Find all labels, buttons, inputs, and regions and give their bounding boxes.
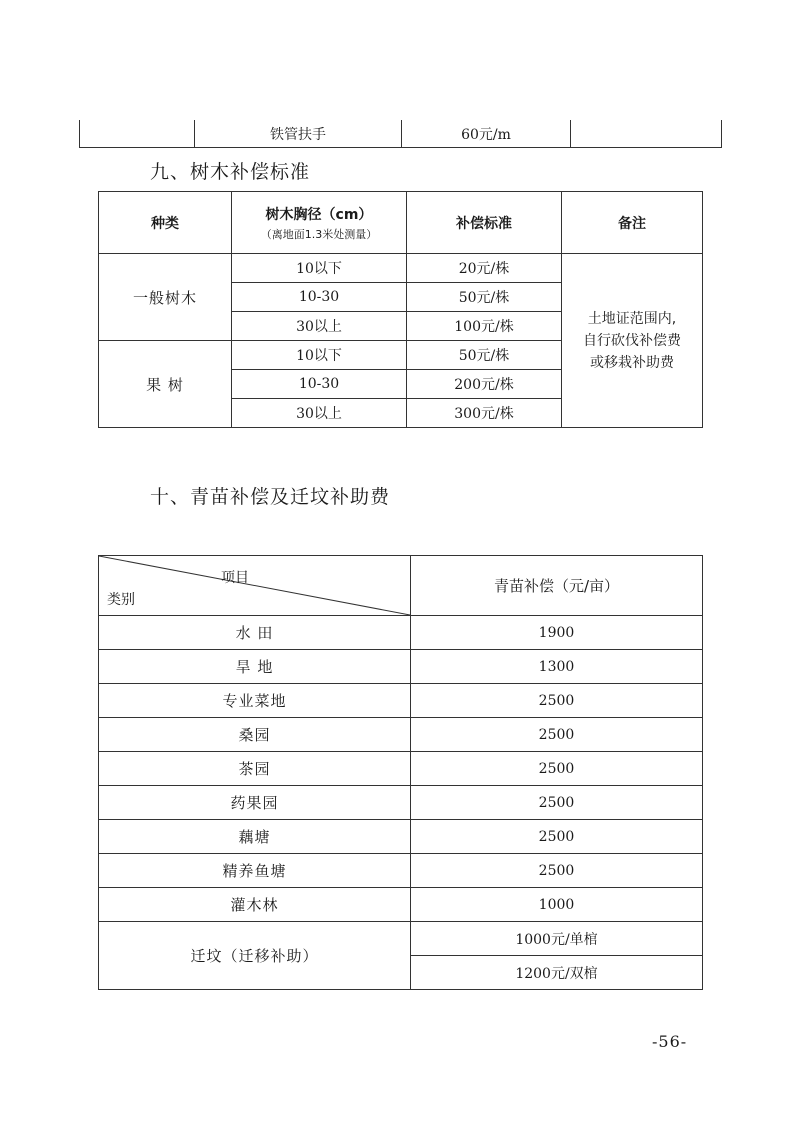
diagonal-line — [99, 556, 410, 615]
header-standard: 补偿标准 — [407, 192, 562, 254]
table-row — [99, 616, 703, 650]
standard-cell: 20元/株 — [407, 254, 562, 283]
category-cell: 灌木林 — [99, 888, 411, 922]
previous-table-fragment — [79, 120, 722, 148]
remark-line: 土地证范围内, — [587, 310, 677, 327]
standard-cell: 50元/株 — [407, 283, 562, 312]
diameter-cell: 10-30 — [232, 370, 407, 399]
table-row — [99, 820, 703, 854]
diagonal-header-cell — [99, 556, 411, 616]
diameter-cell: 10以下 — [232, 341, 407, 370]
section-heading: 十、青苗补偿及迁坟补助费 — [150, 486, 391, 508]
standard-cell: 300元/株 — [407, 399, 562, 428]
value-cell: 1200元/双棺 — [411, 956, 703, 990]
remark-line: 自行砍伐补偿费 — [583, 332, 681, 349]
diameter-cell: 10以下 — [232, 254, 407, 283]
header-crop-compensation: 青苗补偿（元/亩） — [411, 556, 703, 616]
diameter-cell: 30以上 — [232, 399, 407, 428]
diag-label-item: 项目 — [221, 570, 249, 586]
category-cell: 专业菜地 — [99, 684, 411, 718]
diameter-cell: 10-30 — [232, 283, 407, 312]
standard-cell: 200元/株 — [407, 370, 562, 399]
table-row — [99, 254, 703, 283]
tree-kind-cell: 果 树 — [99, 341, 232, 428]
remark-line: 或移栽补助费 — [590, 354, 674, 371]
value-cell: 1300 — [411, 650, 703, 684]
value-cell: 2500 — [411, 718, 703, 752]
diag-label-category: 类别 — [107, 592, 135, 608]
table-cell: 铁管扶手 — [195, 120, 402, 148]
table-row — [99, 684, 703, 718]
diameter-cell: 30以上 — [232, 312, 407, 341]
remark-cell — [562, 254, 703, 428]
table-row — [99, 922, 703, 956]
header-diameter — [232, 192, 407, 254]
table-cell — [80, 120, 195, 148]
table-row — [99, 888, 703, 922]
table-row — [99, 854, 703, 888]
section-heading: 九、树木补偿标准 — [150, 161, 311, 183]
tree-kind-cell: 一般树木 — [99, 254, 232, 341]
value-cell: 1000元/单棺 — [411, 922, 703, 956]
value-cell: 2500 — [411, 786, 703, 820]
page-number: -56- — [652, 1032, 688, 1051]
value-cell: 2500 — [411, 820, 703, 854]
table-row — [99, 786, 703, 820]
standard-cell: 50元/株 — [407, 341, 562, 370]
table-row — [99, 650, 703, 684]
tree-compensation-table — [98, 191, 703, 428]
value-cell: 2500 — [411, 854, 703, 888]
grave-relocation-cell: 迁坟（迁移补助） — [99, 922, 411, 990]
category-cell: 药果园 — [99, 786, 411, 820]
value-cell: 2500 — [411, 752, 703, 786]
table-cell: 60元/m — [402, 120, 571, 148]
category-cell: 茶园 — [99, 752, 411, 786]
category-cell: 桑园 — [99, 718, 411, 752]
crop-compensation-table — [98, 555, 703, 990]
table-row — [99, 752, 703, 786]
category-cell: 旱 地 — [99, 650, 411, 684]
value-cell: 2500 — [411, 684, 703, 718]
header-kind: 种类 — [99, 192, 232, 254]
standard-cell: 100元/株 — [407, 312, 562, 341]
header-diameter-label: 树木胸径（cm） — [265, 206, 373, 223]
header-diameter-note: （离地面1.3米处测量） — [260, 227, 378, 241]
table-row — [80, 120, 722, 148]
value-cell: 1000 — [411, 888, 703, 922]
table-header-row — [99, 192, 703, 254]
category-cell: 藕塘 — [99, 820, 411, 854]
header-remark: 备注 — [562, 192, 703, 254]
value-cell: 1900 — [411, 616, 703, 650]
table-cell — [571, 120, 722, 148]
category-cell: 水 田 — [99, 616, 411, 650]
table-row — [99, 718, 703, 752]
category-cell: 精养鱼塘 — [99, 854, 411, 888]
table-header-row — [99, 556, 703, 616]
